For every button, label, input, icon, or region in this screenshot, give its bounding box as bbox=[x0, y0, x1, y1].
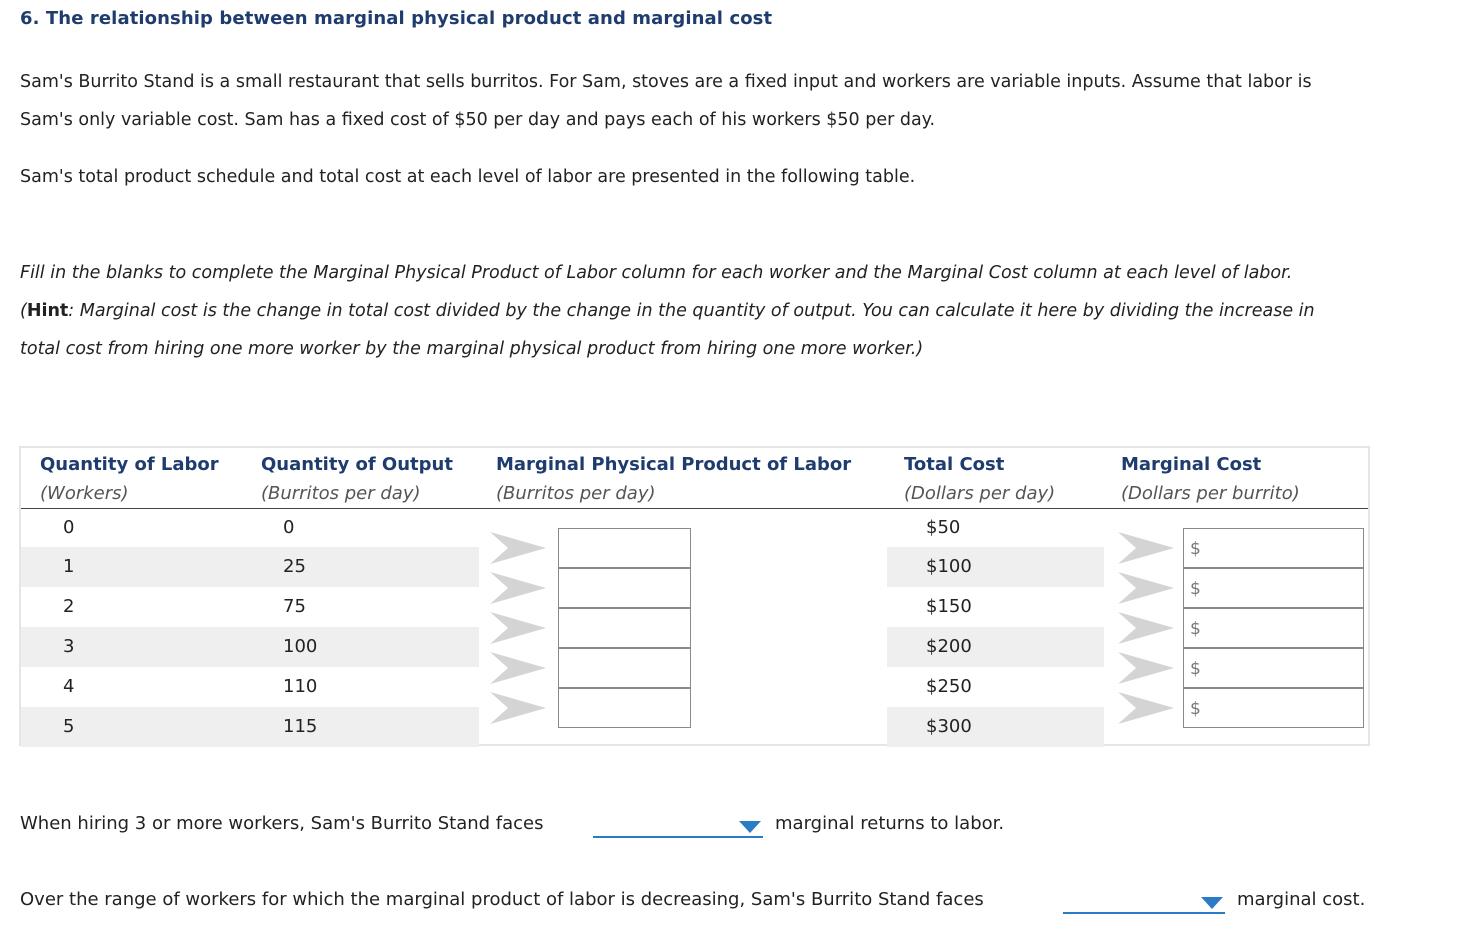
chevron-arrow-icon bbox=[1116, 688, 1176, 728]
dollar-sign: $ bbox=[1190, 579, 1201, 599]
labor-cell: 2 bbox=[63, 596, 75, 617]
labor-cell: 3 bbox=[63, 636, 75, 657]
instructions-line-3: total cost from hiring one more worker by the marginal physical product from hiring one more worker.) bbox=[20, 339, 924, 359]
chevron-arrow-icon bbox=[1116, 608, 1176, 648]
mc-input[interactable] bbox=[1183, 648, 1364, 688]
output-cell: 75 bbox=[283, 596, 306, 617]
chevron-arrow-icon bbox=[1116, 568, 1176, 608]
question-1-dropdown[interactable] bbox=[593, 814, 763, 838]
dollar-sign: $ bbox=[1190, 659, 1201, 679]
mc-input[interactable] bbox=[1183, 608, 1364, 648]
chevron-arrow-icon bbox=[1116, 528, 1176, 568]
mc-input[interactable] bbox=[1183, 528, 1364, 568]
chevron-arrow-icon bbox=[488, 648, 548, 688]
mpp-input[interactable] bbox=[558, 648, 691, 688]
dropdown-arrow-icon bbox=[739, 821, 761, 833]
chevron-arrow-icon bbox=[488, 568, 548, 608]
question-2-dropdown[interactable] bbox=[1063, 890, 1225, 914]
intro-line-3: Sam's total product schedule and total cost at each level of labor are presented in the following table. bbox=[20, 167, 916, 187]
total-cost-cell: $250 bbox=[926, 676, 972, 697]
header-divider bbox=[21, 508, 1368, 509]
mpp-input[interactable] bbox=[558, 528, 691, 568]
instructions-line-1: Fill in the blanks to complete the Marginal Physical Product of Labor column for each worker and the Marginal Cost column at each level of labor. bbox=[20, 263, 1293, 283]
instructions-paragraph bbox=[20, 254, 1315, 368]
mc-input[interactable] bbox=[1183, 568, 1364, 608]
question-1-after: marginal returns to labor. bbox=[775, 813, 1005, 834]
header-mpp: Marginal Physical Product of Labor (Burritos per day) bbox=[496, 454, 852, 504]
header-total-cost: Total Cost (Dollars per day) bbox=[904, 454, 1056, 504]
cost-table bbox=[19, 446, 1370, 746]
output-cell: 100 bbox=[283, 636, 318, 657]
row-band bbox=[887, 627, 1104, 667]
question-2-before: Over the range of workers for which the marginal product of labor is decreasing, Sam's Burrito Stand faces bbox=[20, 889, 984, 910]
hint-label: Hint bbox=[26, 301, 69, 321]
row-band bbox=[21, 547, 479, 587]
mpp-input[interactable] bbox=[558, 688, 691, 728]
intro-paragraph bbox=[20, 63, 1312, 139]
total-cost-cell: $300 bbox=[926, 716, 972, 737]
labor-cell: 0 bbox=[63, 517, 75, 538]
row-band bbox=[21, 707, 479, 747]
total-cost-cell: $100 bbox=[926, 556, 972, 577]
total-cost-cell: $150 bbox=[926, 596, 972, 617]
dollar-sign: $ bbox=[1190, 699, 1201, 719]
header-labor: Quantity of Labor (Workers) bbox=[40, 454, 219, 504]
dropdown-arrow-icon bbox=[1201, 897, 1223, 909]
mc-input[interactable] bbox=[1183, 688, 1364, 728]
row-band bbox=[887, 547, 1104, 587]
question-2-after: marginal cost. bbox=[1237, 889, 1366, 910]
dollar-sign: $ bbox=[1190, 539, 1201, 559]
chevron-arrow-icon bbox=[488, 688, 548, 728]
hint-text: : Marginal cost is the change in total cost divided by the change in the quantity of output. You can calculate it here by dividing the increase in bbox=[68, 301, 1315, 321]
row-band bbox=[21, 627, 479, 667]
mpp-input[interactable] bbox=[558, 608, 691, 648]
instructions-line-2 bbox=[20, 292, 1315, 330]
mpp-input[interactable] bbox=[558, 568, 691, 608]
question-title: 6. The relationship between marginal physical product and marginal cost bbox=[20, 8, 773, 29]
chevron-arrow-icon bbox=[488, 528, 548, 568]
total-cost-cell: $200 bbox=[926, 636, 972, 657]
output-cell: 110 bbox=[283, 676, 318, 697]
row-band bbox=[887, 707, 1104, 747]
question-1-before: When hiring 3 or more workers, Sam's Burrito Stand faces bbox=[20, 813, 544, 834]
dollar-sign: $ bbox=[1190, 619, 1201, 639]
intro-line-1: Sam's Burrito Stand is a small restaurant that sells burritos. For Sam, stoves are a fixed input and workers are variable inputs. Assume that labor is bbox=[20, 72, 1312, 92]
labor-cell: 4 bbox=[63, 676, 75, 697]
output-cell: 25 bbox=[283, 556, 306, 577]
header-output: Quantity of Output (Burritos per day) bbox=[261, 454, 453, 504]
output-cell: 115 bbox=[283, 716, 318, 737]
labor-cell: 1 bbox=[63, 556, 75, 577]
labor-cell: 5 bbox=[63, 716, 75, 737]
output-cell: 0 bbox=[283, 517, 295, 538]
chevron-arrow-icon bbox=[488, 608, 548, 648]
paren-open: ( bbox=[20, 301, 27, 321]
header-marginal-cost: Marginal Cost (Dollars per burrito) bbox=[1121, 454, 1300, 504]
intro-line-2: Sam's only variable cost. Sam has a fixed cost of $50 per day and pays each of his workers $50 per day. bbox=[20, 110, 936, 130]
chevron-arrow-icon bbox=[1116, 648, 1176, 688]
total-cost-cell: $50 bbox=[926, 517, 961, 538]
